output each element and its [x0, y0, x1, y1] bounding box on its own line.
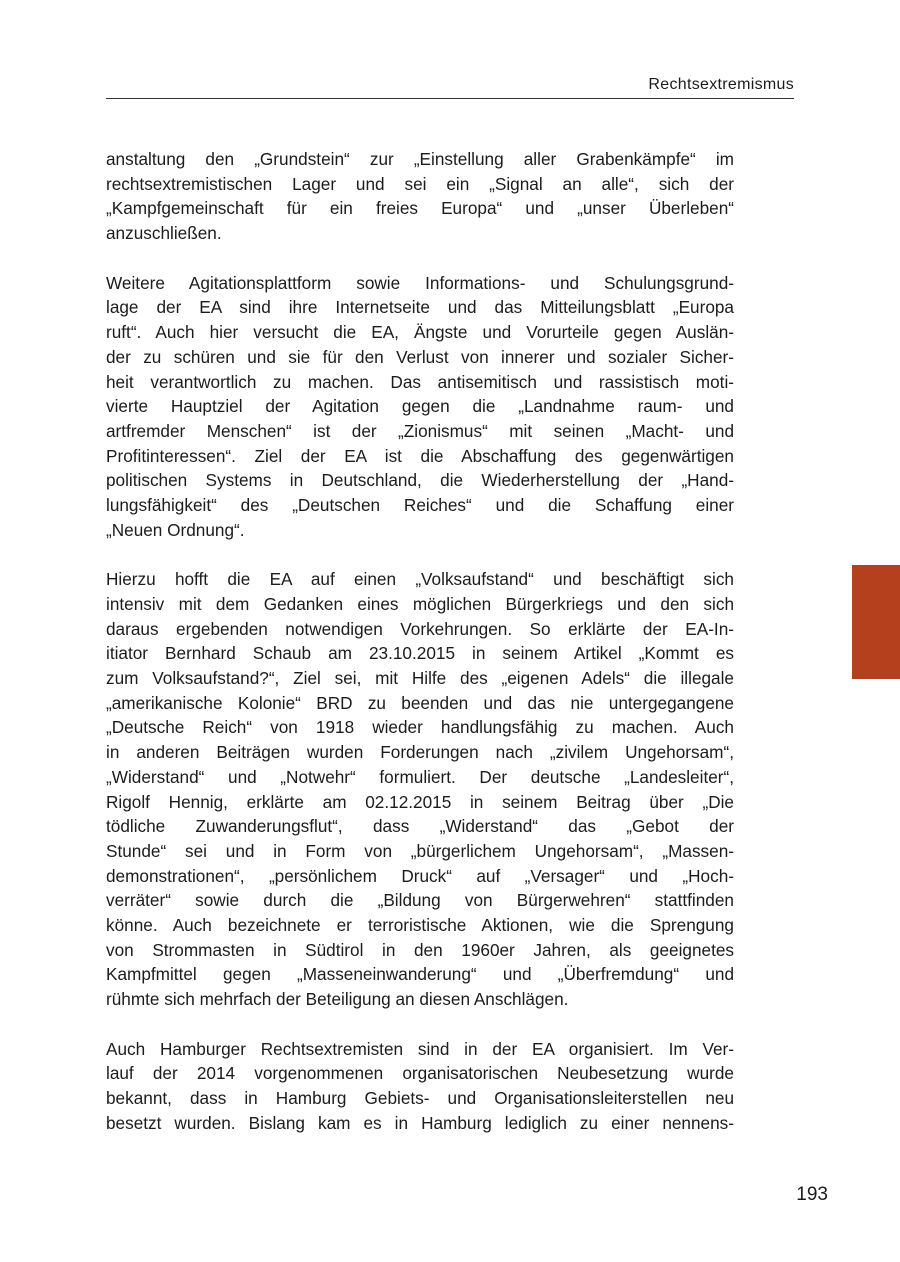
text-line: intensiv mit dem Gedanken eines möglichen Bürgerkriegs und den sich	[106, 594, 734, 614]
text-line: anstaltung den „Grundstein“ zur „Einstellung aller Grabenkämpfe“ im	[106, 149, 734, 169]
text-line: der zu schüren und sie für den Verlust von innerer und sozialer Sicher-	[106, 346, 734, 367]
text-line: rühmte sich mehrfach der Beteiligung an diesen Anschlägen.	[106, 989, 569, 1009]
text-line: demonstrationen“, „persönlichem Druck“ auf „Versager“ und „Hoch-	[106, 865, 734, 886]
text-line: rechtsextremistischen Lager und sei ein „Signal an alle“, sich der	[106, 173, 734, 194]
paragraph-4	[106, 1037, 734, 1136]
text-line: „Kampfgemeinschaft für ein freies Europa“ und „unser Überleben“	[106, 198, 734, 219]
text-line: in anderen Beiträgen wurden Forderungen nach „zivilem Ungehorsam“,	[106, 742, 734, 763]
text-line: von Strommasten in Südtirol in den 1960er Jahren, als geeignetes	[106, 939, 734, 960]
text-line: lage der EA sind ihre Internetseite und das Mitteilungsblatt „Europa	[106, 297, 734, 318]
text-line: lungsfähigkeit“ des „Deutschen Reiches“ und die Schaffung einer	[106, 494, 734, 515]
text-line: Profitinteressen“. Ziel der EA ist die Abschaffung des gegenwärtigen	[106, 445, 734, 466]
header-rule	[106, 98, 794, 99]
body-text	[106, 147, 734, 1160]
text-line: Rigolf Hennig, erklärte am 02.12.2015 in seinem Beitrag über „Die	[106, 791, 734, 812]
running-header-title: Rechtsextremismus	[648, 76, 794, 93]
text-line: „Neuen Ordnung“.	[106, 519, 245, 540]
text-line: Hierzu hofft die EA auf einen „Volksaufstand“ und beschäftigt sich	[106, 569, 734, 590]
paragraph-2	[106, 271, 734, 543]
text-line: tödliche Zuwanderungsflut“, dass „Widerstand“ das „Gebot der	[106, 816, 734, 837]
text-line: Weitere Agitationsplattform sowie Informations- und Schulungsgrund-	[106, 272, 734, 293]
text-line: zum Volksaufstand?“, Ziel sei, mit Hilfe des „eigenen Adels“ die illegale	[106, 668, 734, 689]
text-line: verräter“ sowie durch die „Bildung von Bürgerwehren“ stattfinden	[106, 890, 734, 911]
text-line: ruft“. Auch hier versucht die EA, Ängste und Vorurteile gegen Auslän-	[106, 322, 734, 343]
chapter-tab-marker	[852, 565, 900, 679]
text-line: besetzt wurden. Bislang kam es in Hamburg lediglich zu einer nennens-	[106, 1112, 734, 1133]
text-line: heit verantwortlich zu machen. Das antisemitisch und rassistisch moti-	[106, 371, 734, 392]
text-line: „Deutsche Reich“ von 1918 wieder handlungsfähig zu machen. Auch	[106, 717, 734, 738]
text-line: könne. Auch bezeichnete er terroristische Aktionen, wie die Sprengung	[106, 914, 734, 935]
paragraph-3	[106, 567, 734, 1011]
text-line: Auch Hamburger Rechtsextremisten sind in der EA organisiert. Im Ver-	[106, 1038, 734, 1059]
text-line: politischen Systems in Deutschland, die Wiederherstellung der „Hand-	[106, 470, 734, 491]
text-line: lauf der 2014 vorgenommenen organisatorischen Neubesetzung wurde	[106, 1063, 734, 1084]
text-line: Stunde“ sei und in Form von „bürgerlichem Ungehorsam“, „Massen-	[106, 840, 734, 861]
text-line: anzuschließen.	[106, 223, 222, 244]
paragraph-1	[106, 147, 734, 246]
text-line: artfremder Menschen“ ist der „Zionismus“ mit seinen „Macht- und	[106, 420, 734, 441]
text-line: Kampfmittel gegen „Masseneinwanderung“ und „Überfremdung“ und	[106, 964, 734, 985]
page-number: 193	[796, 1184, 828, 1205]
text-line: bekannt, dass in Hamburg Gebiets- und Organisationsleiterstellen neu	[106, 1088, 734, 1109]
text-line: „Widerstand“ und „Notwehr“ formuliert. Der deutsche „Landesleiter“,	[106, 766, 734, 787]
text-line: daraus ergebenden notwendigen Vorkehrungen. So erklärte der EA-In-	[106, 618, 734, 639]
text-line: „amerikanische Kolonie“ BRD zu beenden und das nie untergegangene	[106, 692, 734, 713]
text-line: itiator Bernhard Schaub am 23.10.2015 in seinem Artikel „Kommt es	[106, 643, 734, 664]
text-line: vierte Hauptziel der Agitation gegen die „Landnahme raum- und	[106, 396, 734, 417]
